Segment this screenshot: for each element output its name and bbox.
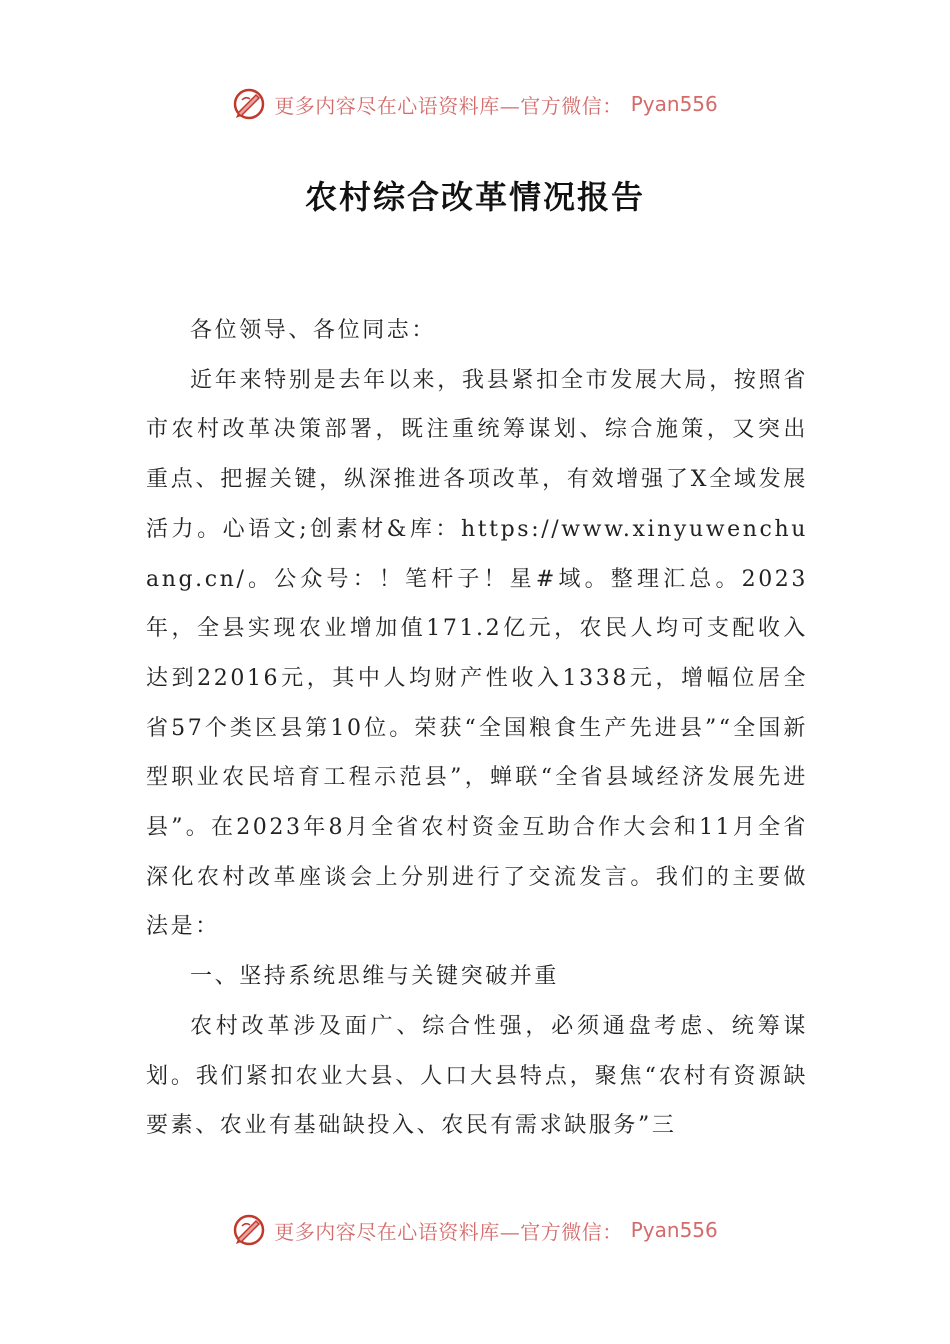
footer-banner bbox=[0, 1208, 950, 1252]
pen-logo-icon bbox=[232, 87, 266, 121]
section-paragraph-1: 农村改革涉及面广、综合性强，必须通盘考虑、统筹谋划。我们紧扣农业大县、人口大县特点，聚焦“农村有资源缺要素、农业有基础缺投入、农民有需求缺服务”三 bbox=[146, 1013, 808, 1139]
document-title: 农村综合改革情况报告 bbox=[304, 178, 645, 216]
salutation: 各位领导、各位同志： bbox=[190, 318, 437, 343]
footer-wechat-id: Pyan556 bbox=[630, 1218, 718, 1242]
header-banner-text: 更多内容尽在心语资料库—官方微信： bbox=[274, 93, 623, 118]
intro-paragraph: 近年来特别是去年以来，我县紧扣全市发展大局，按照省市农村改革决策部署，既注重统筹谋划、综合施策，又突出重点、把握关键，纵深推进各项改革，有效增强了X全域发展活力。心语文;创素材&库：https://www.xinyuwenchuang.cn/。公众号：！笔杆子！星#域。整理汇总。2023年，全县实现农业增加值171.2亿元，农民人均可支配收入达到22016元，其中人均财产性收入1338元，增幅位居全省57个类区县第10位。荣获“全国粮食生产先进县”“全国新型职业农民培育工程示范县”，蝉联“全省县域经济发展先进县”。在2023年8月全省农村资金互助合作大会和11月全省深化农村改革座谈会上分别进行了交流发言。我们的主要做法是： bbox=[146, 367, 808, 940]
header-wechat-id: Pyan556 bbox=[630, 92, 718, 116]
header-banner bbox=[0, 82, 950, 126]
document-body bbox=[146, 306, 808, 1151]
pen-logo-icon bbox=[232, 1213, 266, 1247]
section-heading-1: 一、坚持系统思维与关键突破并重 bbox=[190, 964, 560, 990]
footer-banner-text: 更多内容尽在心语资料库—官方微信： bbox=[274, 1219, 623, 1244]
